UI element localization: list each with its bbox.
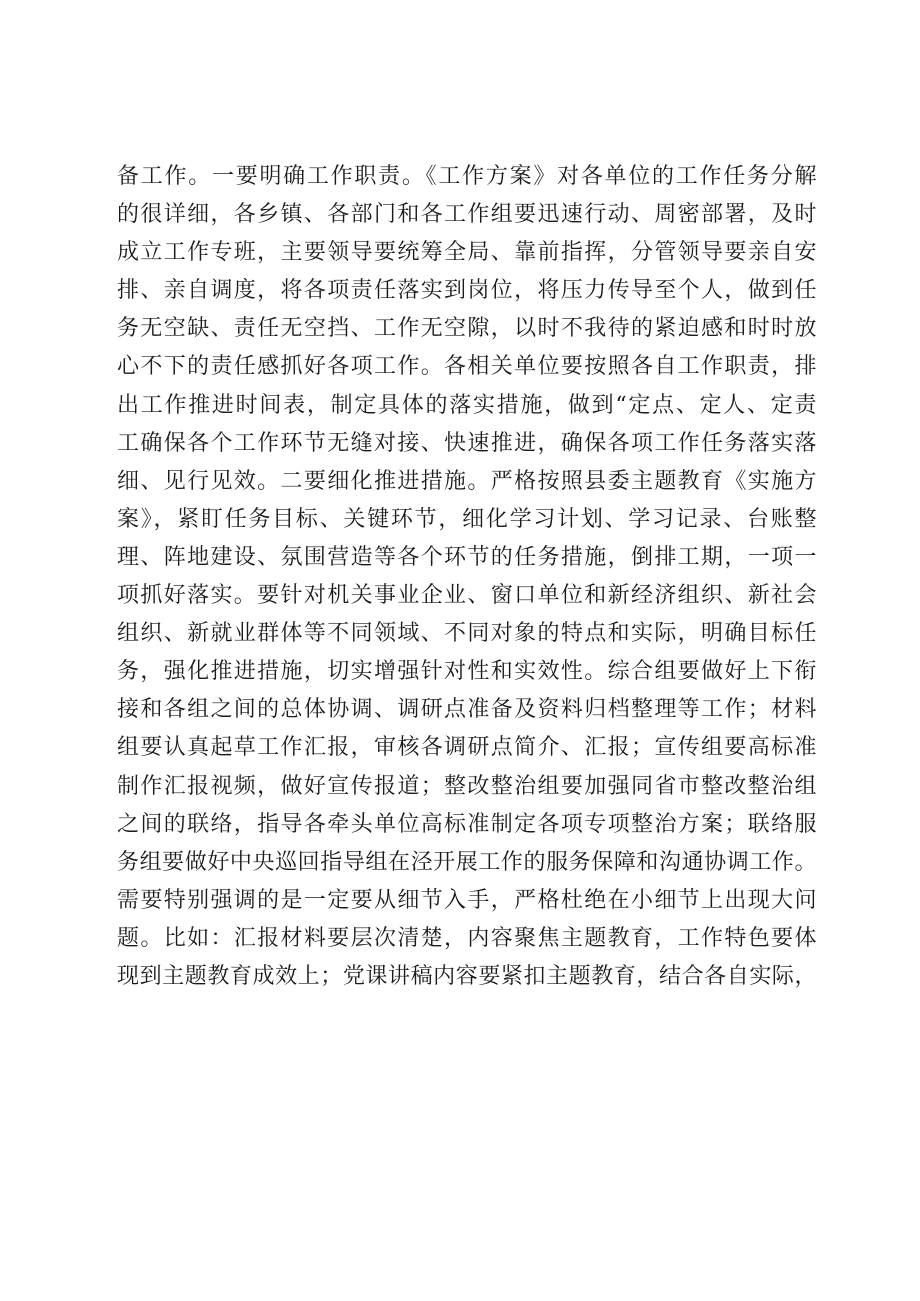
- text-line: 排、亲自调度，将各项责任落实到岗位，将压力传导至个人，做到任: [117, 278, 817, 304]
- text-line: 务组要做好中央巡回指导组在泾开展工作的服务保障和沟通协调工作。: [117, 849, 817, 875]
- text-line: 工确保各个工作环节无缝对接、快速推进，确保各项工作任务落实落: [117, 430, 817, 456]
- text-line: 成立工作专班，主要领导要统筹全局、靠前指挥，分管领导要亲自安: [117, 240, 817, 266]
- text-line: 备工作。一要明确工作职责。《工作方案》对各单位的工作任务分解: [117, 164, 817, 189]
- text-line: 项抓好落实。要针对机关事业企业、窗口单位和新经济组织、新社会: [117, 583, 817, 609]
- text-line: 组织、新就业群体等不同领域、不同对象的特点和实际，明确目标任: [117, 621, 817, 647]
- text-line: 案》，紧盯任务目标、关键环节，细化学习计划、学习记录、台账整: [117, 506, 817, 532]
- text-line: 心不下的责任感抓好各项工作。各相关单位要按照各自工作职责，排: [117, 354, 817, 380]
- text-line: 题。比如：汇报材料要层次清楚，内容聚焦主题教育，工作特色要体: [117, 925, 817, 951]
- text-line: 务无空缺、责任无空挡、工作无空隙，以时不我待的紧迫感和时时放: [117, 316, 817, 342]
- body-text: [117, 158, 817, 996]
- text-line: 细、见行见效。二要细化推进措施。严格按照县委主题教育《实施方: [117, 468, 817, 494]
- text-line: 出工作推进时间表，制定具体的落实措施，做到“定点、定人、定责: [117, 392, 817, 418]
- text-line: 制作汇报视频，做好宣传报道；整改整治组要加强同省市整改整治组: [117, 773, 817, 799]
- text-line: 务，强化推进措施，切实增强针对性和实效性。综合组要做好上下衔: [117, 659, 817, 685]
- text-line: 接和各组之间的总体协调、调研点准备及资料归档整理等工作；材料: [117, 697, 817, 723]
- text-line: 之间的联络，指导各牵头单位高标准制定各项专项整治方案；联络服: [117, 811, 817, 837]
- text-line: 理、阵地建设、氛围营造等各个环节的任务措施，倒排工期，一项一: [117, 544, 817, 570]
- text-line: 的很详细，各乡镇、各部门和各工作组要迅速行动、周密部署，及时: [117, 202, 817, 228]
- text-line: 组要认真起草工作汇报，审核各调研点简介、汇报；宣传组要高标准: [117, 735, 817, 761]
- text-line: 现到主题教育成效上；党课讲稿内容要紧扣主题教育，结合各自实际，: [117, 963, 817, 989]
- text-line: 需要特别强调的是一定要从细节入手，严格杜绝在小细节上出现大问: [117, 887, 817, 913]
